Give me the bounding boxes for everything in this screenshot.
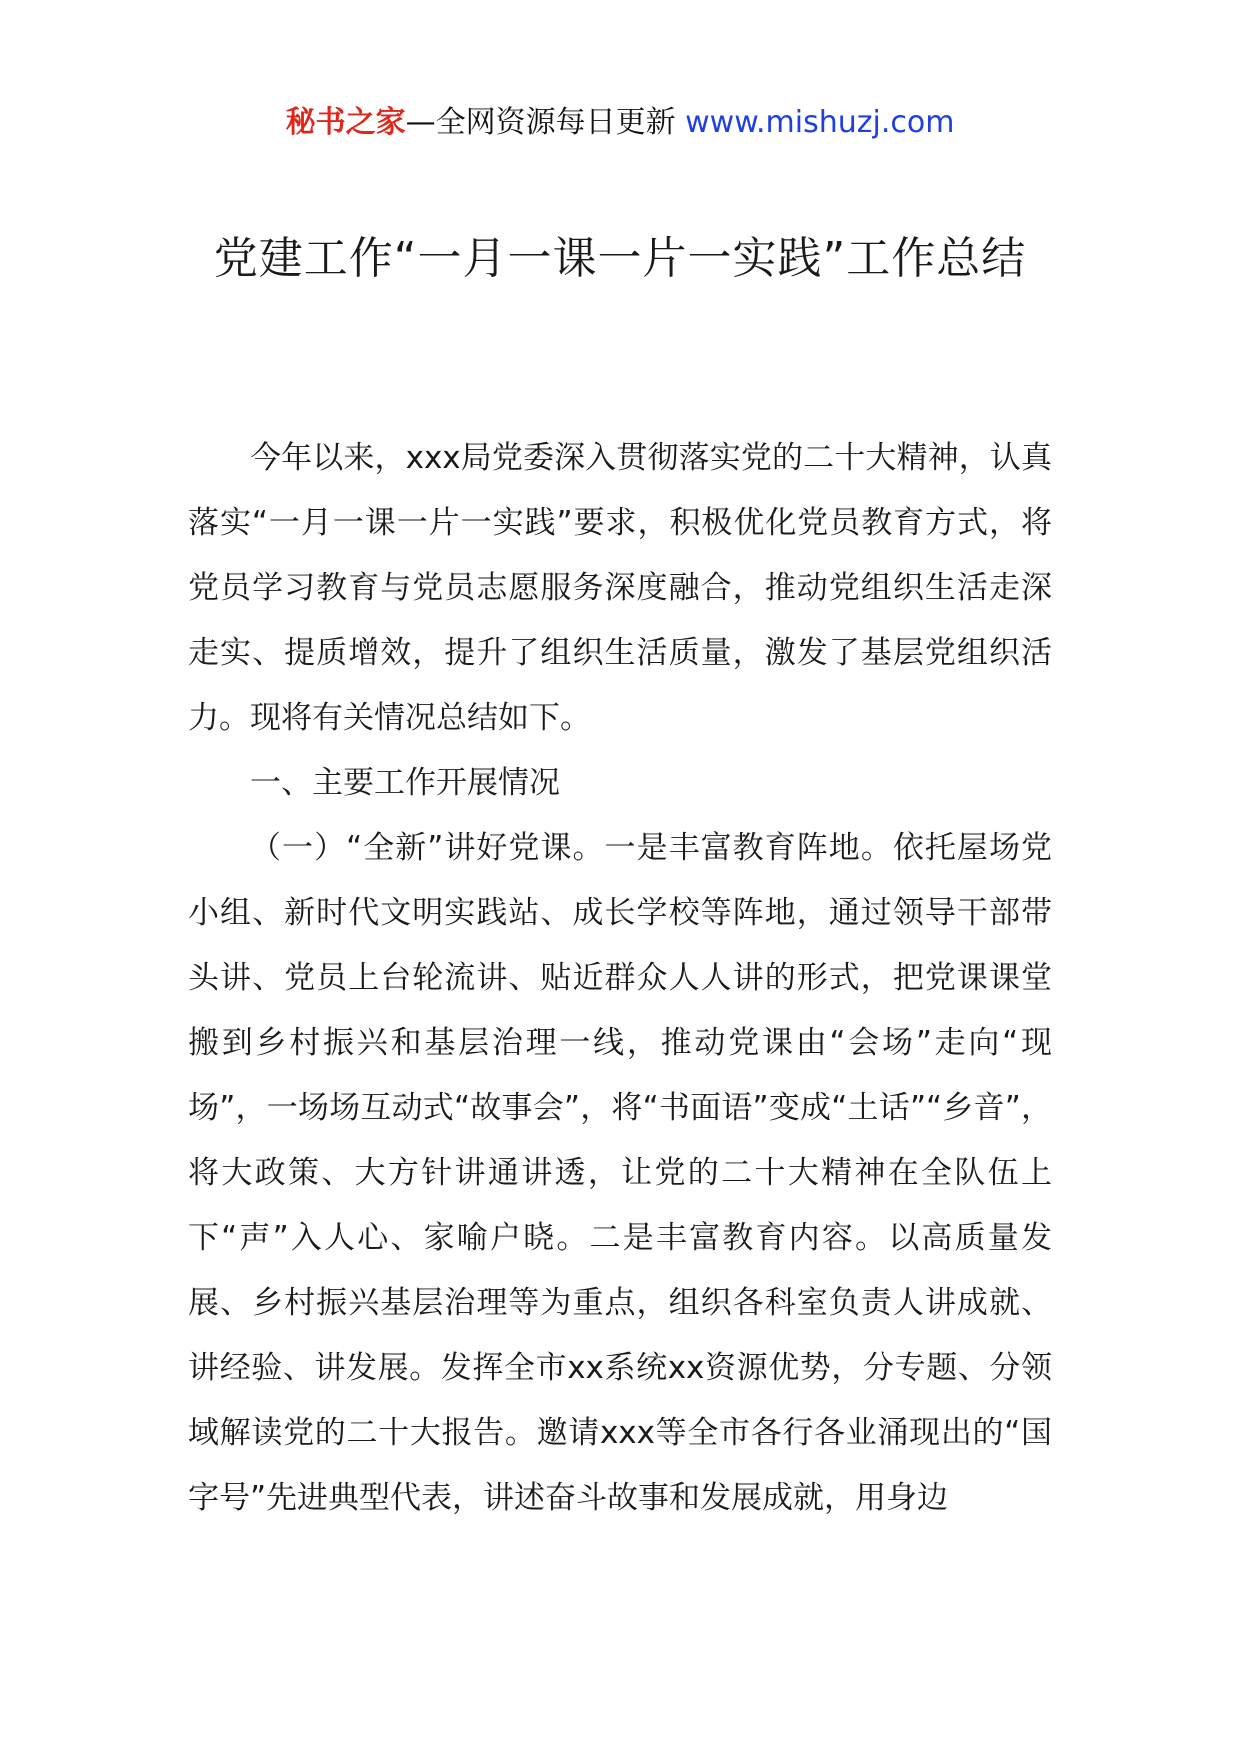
- body-paragraph: （一）“全新”讲好党课。一是丰富教育阵地。依托屋场党小组、新时代文明实践站、成长学校等阵地，通过领导干部带头讲、党员上台轮流讲、贴近群众人人讲的形式，把党课课堂搬到乡村振兴和基层治理一线，推动党课由“会场”走向“现场”，一场场互动式“故事会”，将“书面语”变成“土话”“乡音”，将大政策、大方针讲通讲透，让党的二十大精神在全队伍上下“声”入人心、家喻户晓。二是丰富教育内容。以高质量发展、乡村振兴基层治理等为重点，组织各科室负责人讲成就、讲经验、讲发展。发挥全市xx系统xx资源优势，分专题、分领域解读党的二十大报告。邀请xxx等全市各行各业涌现出的“国字号”先进典型代表，讲述奋斗故事和发展成就，用身边: [188, 830, 1052, 1516]
- site-url-link[interactable]: www.mishuzj.com: [685, 105, 955, 140]
- site-header: [0, 100, 1240, 146]
- intro-paragraph: 今年以来，xxx局党委深入贯彻落实党的二十大精神，认真落实“一月一课一片一实践”要求，积极优化党员教育方式，将党员学习教育与党员志愿服务深度融合，推动党组织生活走深走实、提质增效，提升了组织生活质量，激发了基层党组织活力。现将有关情况总结如下。: [188, 440, 1052, 736]
- header-tagline: —全网资源每日更新: [405, 105, 676, 140]
- section-heading: 一、主要工作开展情况: [250, 765, 560, 801]
- document-title: 党建工作“一月一课一片一实践”工作总结: [213, 233, 1027, 284]
- document-body: [188, 426, 1052, 1531]
- brand-name: 秘书之家: [285, 105, 406, 140]
